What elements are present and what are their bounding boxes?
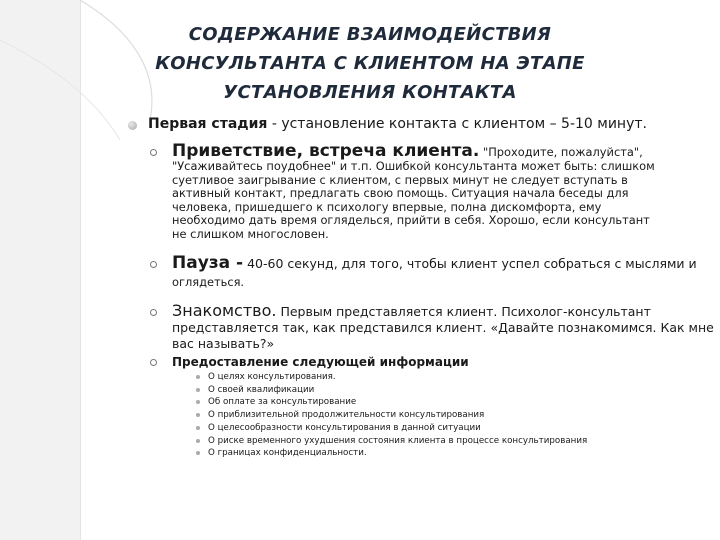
- item-lead: "Проходите, пожалуйста",: [479, 145, 643, 159]
- item-heading: Предоставление следующей информации: [172, 355, 469, 369]
- list-item-acquaintance: [150, 300, 714, 352]
- list-item: [196, 396, 676, 409]
- list-item-text: О риске временного ухудшения состояния клиента в процессе консультирования: [208, 435, 588, 446]
- dot-bullet-icon: [196, 375, 200, 379]
- list-item-text: О целесообразности консультирования в данной ситуации: [208, 422, 481, 433]
- item-line: "Усаживайтесь поудобнее" и т.п. Ошибкой консультанта может быть: слишком: [172, 159, 655, 173]
- item-line: вас называть?»: [172, 336, 275, 351]
- list-item: [196, 447, 676, 460]
- title-line-1: СОДЕРЖАНИЕ ВЗАИМОДЕЙСТВИЯ: [188, 24, 552, 45]
- dot-bullet-icon: [196, 451, 200, 455]
- item-heading: Приветствие, встреча клиента.: [172, 141, 480, 161]
- list-item-pause: [150, 252, 695, 290]
- title-line-2: КОНСУЛЬТАНТА С КЛИЕНТОМ НА ЭТАПЕ: [155, 53, 585, 74]
- item-lead: Первым представляется клиент. Психолог-консультант: [276, 304, 651, 319]
- dot-bullet-icon: [196, 426, 200, 430]
- slide-title: [140, 20, 600, 107]
- item-lead: 40-60 секунд, для того, чтобы клиент успел собраться с мыслями и: [243, 256, 697, 271]
- stage-bullet: [128, 116, 647, 132]
- list-item: [196, 371, 676, 384]
- list-item-text: О целях консультирования.: [208, 372, 336, 382]
- list-item-text: О приблизительной продолжительности консультирования: [208, 410, 485, 421]
- list-item-greeting: [150, 140, 695, 241]
- ring-bullet-icon: [150, 261, 157, 268]
- left-decor-strip: [0, 0, 81, 540]
- item-line: не слишком многословен.: [172, 226, 329, 241]
- dot-bullet-icon: [196, 413, 200, 417]
- item-line: суетливое заигрывание с клиентом, с первых минут не следует вступать в: [172, 172, 628, 187]
- list-item: [196, 422, 676, 435]
- ring-bullet-icon: [150, 149, 157, 156]
- ring-bullet-icon: [150, 359, 157, 366]
- item-line: представляется так, как представился клиент. «Давайте познакомимся. Как мне: [172, 320, 714, 335]
- info-list: [196, 371, 676, 460]
- item-heading: Пауза -: [172, 253, 244, 273]
- list-item-text: О своей квалификации: [208, 384, 315, 395]
- dot-bullet-icon: [196, 400, 200, 404]
- round-bullet-icon: [128, 121, 137, 130]
- list-item: [196, 409, 676, 422]
- stage-label: Первая стадия: [148, 116, 268, 132]
- dot-bullet-icon: [196, 388, 200, 392]
- list-item: [196, 384, 676, 397]
- item-line: оглядеться.: [172, 275, 245, 289]
- list-item-text: О границах конфиденциальности.: [208, 448, 367, 459]
- item-heading: Знакомство.: [172, 301, 277, 320]
- dot-bullet-icon: [196, 439, 200, 443]
- title-line-3: УСТАНОВЛЕНИЯ КОНТАКТА: [223, 82, 517, 103]
- item-line: активный контакт, предлагать свою помощь. Ситуация начала беседы для: [172, 186, 629, 200]
- list-item-information: [150, 354, 695, 370]
- ring-bullet-icon: [150, 309, 157, 316]
- stage-text: - установление контакта с клиентом – 5-10 минут.: [267, 116, 647, 132]
- list-item: [196, 435, 676, 448]
- item-line: необходимо дать время огляделься, прийти в себя. Хорошо, если консультант: [172, 213, 650, 227]
- item-line: человека, пришедшего к психологу впервые, полна дискомфорта, ему: [172, 199, 602, 214]
- list-item-text: Об оплате за консультирование: [208, 397, 357, 408]
